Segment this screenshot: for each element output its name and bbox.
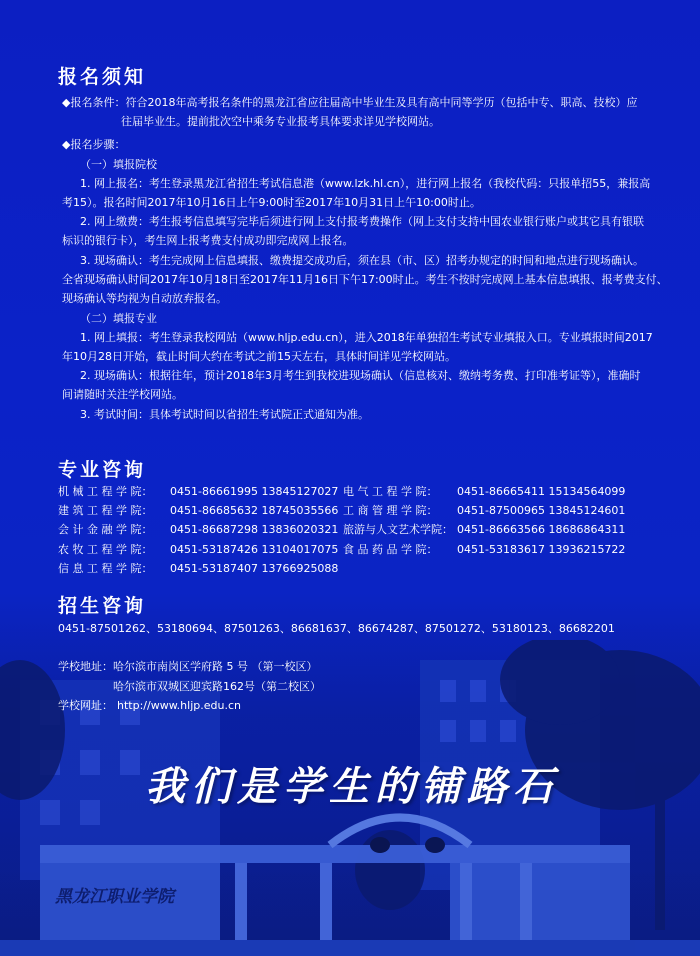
dept-name: 工 商 管 理 学 院： (343, 504, 438, 517)
dept-name: 旅游与人文艺术学院： (343, 523, 453, 536)
part1-title: （一）填报院校 (80, 158, 157, 171)
dept-phone: 0451-87500965 13845124601 (457, 504, 626, 517)
dept-name: 农 牧 工 程 学 院： (58, 543, 153, 556)
dept-name: 建 筑 工 程 学 院： (58, 504, 153, 517)
major-step1-line2: 年10月28日开始，截止时间大约在考试之前15天左右，具体时间详见学校网站。 (62, 350, 456, 363)
dept-phone: 0451-86661995 13845127027 (170, 485, 339, 498)
dept-phone: 0451-53183617 13936215722 (457, 543, 626, 556)
consult-row (58, 501, 658, 520)
dept-name: 食 品 药 品 学 院： (343, 543, 438, 556)
dept-phone: 0451-86663566 18686864311 (457, 523, 626, 536)
part2-title: （二）填报专业 (80, 312, 157, 325)
gate-sign-text: 黑龙江职业学院 (55, 887, 174, 907)
slogan: 我们是学生的铺路石 (145, 763, 559, 810)
major-step2-line2: 间请随时关注学校网站。 (62, 388, 183, 401)
major-step3-line1: 3. 考试时间：具体考试时间以省招生考试院正式通知为准。 (80, 408, 369, 421)
admission-title: 招生咨询 (58, 595, 147, 617)
major-step2-line1: 2. 现场确认：根据往年，预计2018年3月考生到我校进现场确认（信息核对、缴纳考务费、打印准考证等），准确时 (80, 369, 641, 382)
website-label: 学校网址： (58, 699, 113, 712)
consult-title: 专业咨询 (58, 459, 147, 481)
dept-name: 电 气 工 程 学 院： (343, 485, 438, 498)
step3-line3: 现场确认等均视为自动放弃报名。 (62, 292, 227, 305)
notice-steps-label: ◆报名步骤： (62, 138, 126, 151)
step1-line1: 1. 网上报名：考生登录黑龙江省招生考试信息港（www.lzk.hl.cn），进行网上报名（我校代码：只报单招55，兼报高 (80, 177, 651, 190)
dept-name: 机 械 工 程 学 院： (58, 485, 153, 498)
dept-phone: 0451-86665411 15134564099 (457, 485, 626, 498)
step3-line2: 全省现场确认时间2017年10月18日至2017年11月16日下午17:00时止。考生不按时完成网上基本信息填报、报考费支付、 (62, 273, 668, 286)
dept-phone: 0451-86687298 13836020321 (170, 523, 339, 536)
notice-condition-cont: 往届毕业生。提前批次空中乘务专业报考具体要求详见学校网站。 (121, 115, 440, 128)
consult-row (58, 482, 658, 501)
dept-phone: 0451-53187407 13766925088 (170, 562, 339, 575)
consult-row (58, 559, 658, 578)
dept-name: 会 计 金 融 学 院： (58, 523, 153, 536)
notice-title: 报名须知 (58, 66, 147, 88)
address-label: 学校地址： (58, 660, 113, 673)
dept-name: 信 息 工 程 学 院： (58, 562, 153, 575)
dept-phone: 0451-86685632 18745035566 (170, 504, 339, 517)
step1-line2: 考15）。报名时间2017年10月16日上午9:00时至2017年10月31日上午10:00时止。 (62, 196, 481, 209)
admission-phones: 0451-87501262、53180694、87501263、86681637、86674287、87501272、53180123、86682201 (58, 622, 615, 635)
notice-condition: ◆报名条件：符合2018年高考报名条件的黑龙江省应往届高中毕业生及具有高中同等学历（包括中专、职高、技校）应 (62, 96, 638, 109)
address-campus1: 哈尔滨市南岗区学府路 5 号 （第一校区） (113, 660, 318, 673)
address-campus2: 哈尔滨市双城区迎宾路162号（第二校区） (113, 680, 321, 693)
dept-phone: 0451-53187426 13104017075 (170, 543, 339, 556)
website-link[interactable]: http://www.hljp.edu.cn (117, 699, 241, 712)
consult-row (58, 520, 658, 539)
major-step1-line1: 1. 网上填报：考生登录我校网站（www.hljp.edu.cn），进入2018年单独招生考试专业填报入口。专业填报时间2017 (80, 331, 653, 344)
step2-line1: 2. 网上缴费：考生报考信息填写完毕后须进行网上支付报考费操作（网上支付支持中国农业银行账户或其它具有银联 (80, 215, 644, 228)
consult-row (58, 540, 658, 559)
step2-line2: 标识的银行卡），考生网上报考费支付成功即完成网上报名。 (62, 234, 354, 247)
step3-line1: 3. 现场确认：考生完成网上信息填报、缴费提交成功后，须在县（市、区）招考办规定的时间和地点进行现场确认。 (80, 254, 644, 267)
